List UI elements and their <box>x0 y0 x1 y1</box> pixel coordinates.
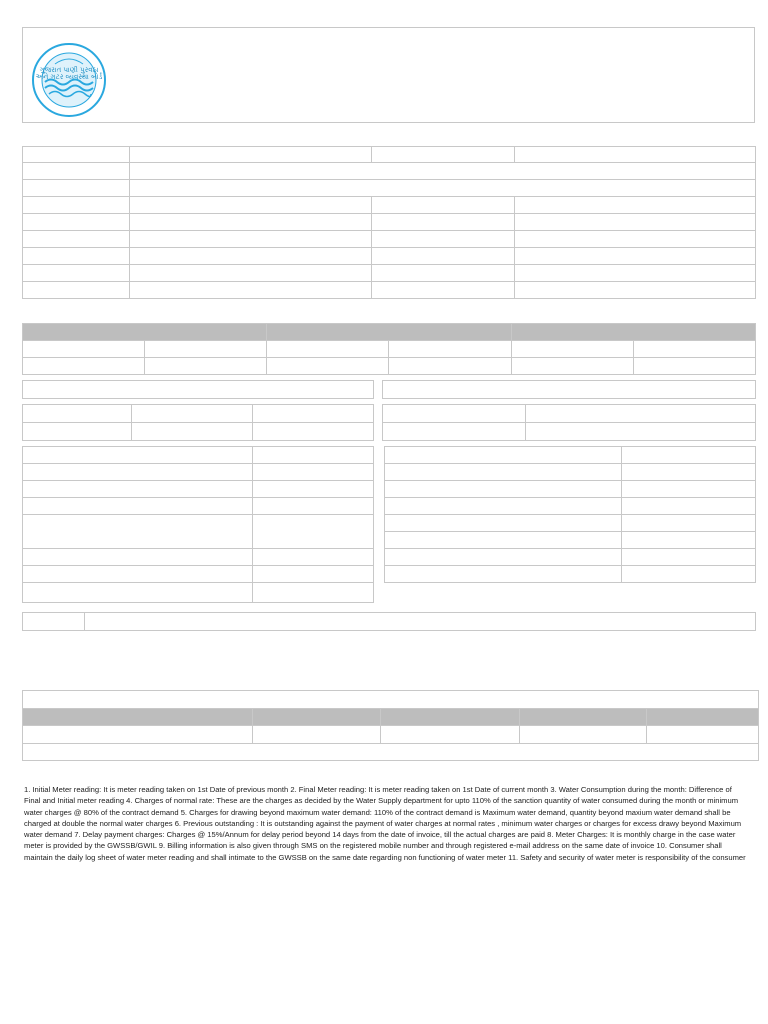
table-row <box>23 147 756 163</box>
table-row <box>23 405 374 423</box>
table-row <box>23 744 759 761</box>
table-row <box>385 515 756 532</box>
table-header-row <box>383 381 756 399</box>
table-header-row <box>23 691 759 709</box>
table-header-row <box>23 381 374 399</box>
table-row <box>23 358 756 375</box>
table-row <box>23 726 759 744</box>
charges-breakdown-table <box>22 446 374 603</box>
payment-history-table <box>22 690 759 761</box>
table-row <box>23 583 374 603</box>
table-row <box>23 481 374 498</box>
table-row <box>23 423 374 441</box>
table-row <box>23 163 756 180</box>
table-row <box>385 481 756 498</box>
logo-line-1: ગુજરાત પાણી પુરવઠા <box>39 66 99 74</box>
table-row <box>23 566 374 583</box>
terms-notes: 1. Initial Meter reading: It is meter reading taken on 1st Date of previous month 2. Final Meter reading: It is meter reading taken on 1st Date of current month 3. Water Consumption during the month: Difference of Final and Initial meter reading 4. Charges of normal rate: These are the charges as decided by the Water Supply department for upto 110% of the sanction quantity of water consumed during the month or minimum water charges @ 80% of the contract demand 5. Charges for drawing beyond maximum water demand: 110% of the contract demand is Maximum water demand, quantity beyond maxium water demand shall be charged at double the normal water charges 6. Previous outstanding : It is outstanding against the payment of water charges at normal rates , minimum water charges or charges for excess drawy beyond Maximum water demand 7. Delay payment charges: Charges @ 15%/Annum for delay period beyond 14 days from the date of invoice, till the actual charges are paid 8. Meter Charges: It is monthly charge in the case water meter is provided by the GWSSB/GWIL 9. Billing information is also given through SMS on the registered mobile number and through registered e-mail address on the same date of invoice 10. Consumer shall maintain the daily log sheet of water meter reading and shall intimate to the GWSSB on the same date regarding non functioning of water meter 11. Safety and security of water meter is responsibility of the consumer <box>24 785 746 862</box>
table-row <box>385 549 756 566</box>
table-row <box>23 515 374 549</box>
amount-in-words-table <box>22 612 756 631</box>
table-row <box>23 282 756 299</box>
logo-line-2: અને ગટર વ્યવસ્થા બોર્ડ <box>35 73 103 81</box>
table-header-row <box>23 324 756 341</box>
table-row <box>385 447 756 464</box>
table-row <box>23 613 756 631</box>
table-row <box>385 566 756 583</box>
table-row <box>23 231 756 248</box>
water-board-logo-icon <box>31 42 107 118</box>
payment-info-table <box>382 380 756 441</box>
table-row <box>23 265 756 282</box>
table-row <box>383 405 756 423</box>
table-row <box>23 248 756 265</box>
table-row <box>23 197 756 214</box>
table-row <box>23 464 374 481</box>
table-row <box>385 464 756 481</box>
table-row <box>23 498 374 515</box>
table-row <box>385 498 756 515</box>
table-row <box>385 532 756 549</box>
table-row <box>23 447 374 464</box>
contract-demand-table <box>22 380 374 441</box>
charges-summary-table <box>384 446 756 583</box>
table-row <box>23 549 374 566</box>
table-row <box>23 341 756 358</box>
table-header-row <box>23 709 759 726</box>
header-box <box>22 27 755 123</box>
meter-reading-table <box>22 323 756 375</box>
table-row <box>23 180 756 197</box>
table-row <box>23 214 756 231</box>
consumer-details-table <box>22 146 756 299</box>
table-row <box>383 423 756 441</box>
